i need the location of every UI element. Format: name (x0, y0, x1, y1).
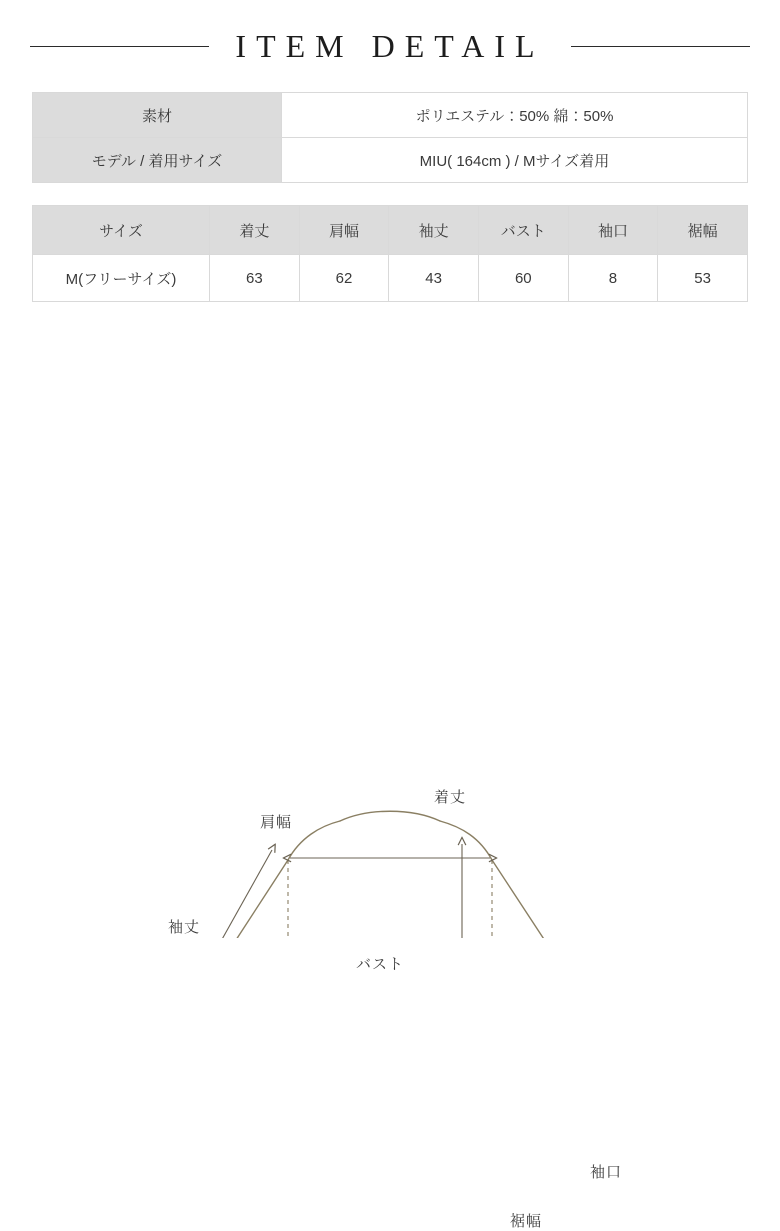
table-row (33, 138, 748, 183)
size-cell-size: M(フリーサイズ) (33, 255, 210, 302)
size-cell-hem: 53 (658, 255, 748, 302)
spec-table-wrap (0, 92, 780, 302)
measurement-arrows (122, 844, 664, 938)
spec-label-model: モデル / 着用サイズ (33, 138, 282, 183)
garment-outline (128, 811, 660, 938)
garment-measurement-diagram (0, 338, 780, 1230)
spec-value-model: MIU( 164cm ) / Mサイズ着用 (282, 138, 748, 183)
size-header-size: サイズ (33, 206, 210, 255)
diagram-label-bust: バスト (356, 956, 405, 973)
size-header-cuff: 袖口 (568, 206, 658, 255)
spec-table (32, 92, 748, 183)
spec-value-material: ポリエステル：50% 綿：50% (282, 93, 748, 138)
size-cell-bust: 60 (478, 255, 568, 302)
page-header (0, 0, 780, 92)
size-header-hem: 裾幅 (658, 206, 748, 255)
table-header-row (33, 206, 748, 255)
size-cell-sleeve: 43 (389, 255, 479, 302)
page-title: ITEM DETAIL (235, 27, 545, 64)
header-rule-left (30, 46, 209, 47)
size-header-length: 着丈 (210, 206, 300, 255)
size-cell-cuff: 8 (568, 255, 658, 302)
spec-label-material: 素材 (33, 93, 282, 138)
size-header-bust: バスト (478, 206, 568, 255)
diagram-label-hem: 裾幅 (510, 1213, 543, 1230)
garment-diagram-svg (0, 338, 780, 938)
diagram-label-shoulder: 肩幅 (260, 814, 293, 831)
table-row (33, 255, 748, 302)
size-cell-shoulder: 62 (299, 255, 389, 302)
size-header-shoulder: 肩幅 (299, 206, 389, 255)
size-cell-length: 63 (210, 255, 300, 302)
size-table (32, 205, 748, 302)
diagram-label-cuff: 袖口 (590, 1164, 623, 1181)
table-row (33, 93, 748, 138)
header-rule-right (571, 46, 750, 47)
size-header-sleeve: 袖丈 (389, 206, 479, 255)
diagram-label-length: 着丈 (434, 789, 467, 806)
garment-dashed-guides (288, 860, 492, 938)
diagram-label-sleeve: 袖丈 (168, 919, 201, 936)
